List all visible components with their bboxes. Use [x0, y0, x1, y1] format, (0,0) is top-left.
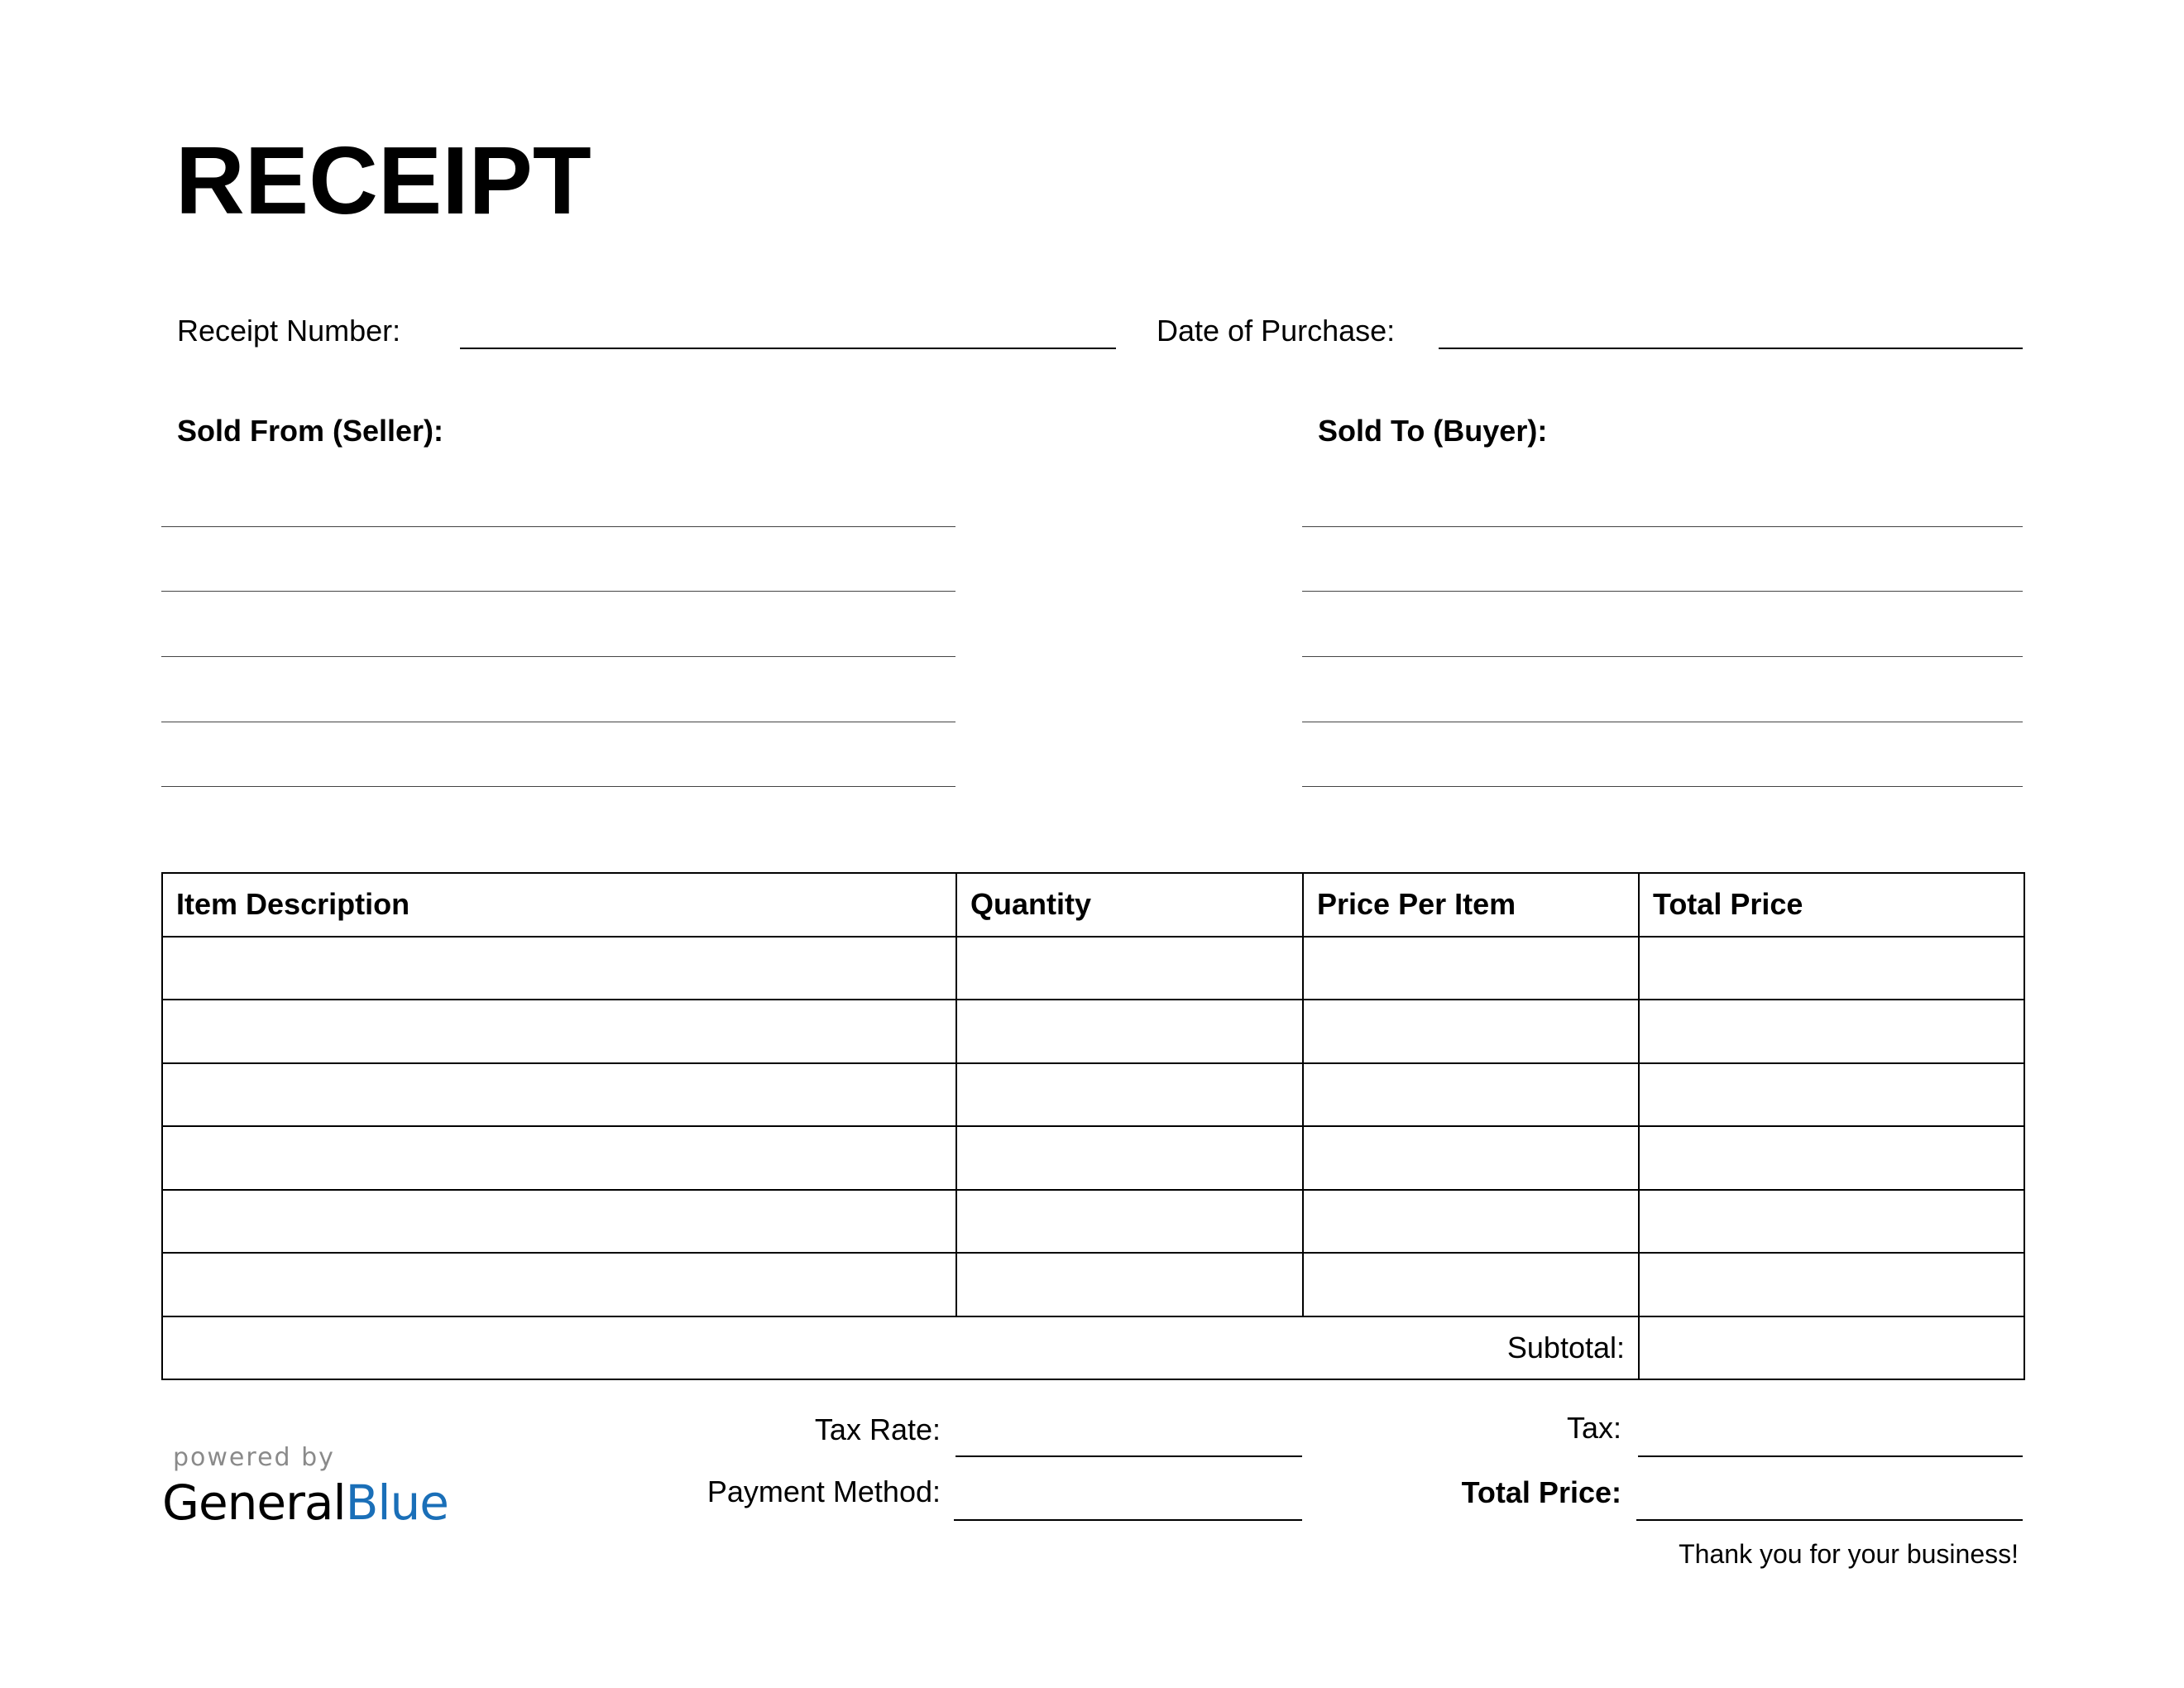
total-price-label: Total Price: — [1461, 1475, 1621, 1509]
generalblue-logo — [162, 1475, 448, 1531]
total-price-cell[interactable] — [1639, 1253, 2024, 1316]
item-description-cell[interactable] — [162, 1063, 956, 1127]
date-of-purchase-label: Date of Purchase: — [1157, 314, 1396, 348]
table-row — [162, 1063, 2024, 1127]
table-row — [162, 1190, 2024, 1254]
item-description-cell[interactable] — [162, 1000, 956, 1063]
buyer-line[interactable] — [1302, 786, 2023, 787]
total-price-cell[interactable] — [1639, 1190, 2024, 1254]
item-description-cell[interactable] — [162, 1126, 956, 1190]
thank-you-note: Thank you for your business! — [1679, 1539, 2019, 1569]
quantity-cell[interactable] — [956, 937, 1303, 1000]
tax-field[interactable] — [1638, 1455, 2023, 1457]
seller-line[interactable] — [161, 656, 956, 657]
logo-general: General — [162, 1475, 346, 1531]
total-price-cell[interactable] — [1639, 937, 2024, 1000]
subtotal-cell[interactable] — [1639, 1316, 2024, 1380]
item-description-cell[interactable] — [162, 1190, 956, 1254]
table-row — [162, 1126, 2024, 1190]
tax-rate-label: Tax Rate: — [814, 1412, 941, 1446]
date-of-purchase-field[interactable] — [1439, 348, 2023, 349]
total-price-cell[interactable] — [1639, 1126, 2024, 1190]
tax-label: Tax: — [1566, 1411, 1621, 1445]
table-row — [162, 937, 2024, 1000]
quantity-cell[interactable] — [956, 1253, 1303, 1316]
header-quantity: Quantity — [956, 873, 1303, 937]
quantity-cell[interactable] — [956, 1000, 1303, 1063]
item-description-cell[interactable] — [162, 1253, 956, 1316]
buyer-label: Sold To (Buyer): — [1318, 414, 1548, 448]
receipt-number-field[interactable] — [460, 348, 1116, 349]
seller-line[interactable] — [161, 526, 956, 527]
items-table — [161, 872, 2025, 1380]
total-price-field[interactable] — [1636, 1519, 2023, 1521]
tax-rate-field[interactable] — [956, 1455, 1302, 1457]
total-price-cell[interactable] — [1639, 1063, 2024, 1127]
payment-method-label: Payment Method: — [706, 1475, 941, 1508]
quantity-cell[interactable] — [956, 1063, 1303, 1127]
price-per-item-cell[interactable] — [1303, 937, 1639, 1000]
total-price-cell[interactable] — [1639, 1000, 2024, 1063]
seller-label: Sold From (Seller): — [177, 414, 444, 448]
header-total-price: Total Price — [1639, 873, 2024, 937]
buyer-line[interactable] — [1302, 526, 2023, 527]
page-title: RECEIPT — [175, 127, 592, 234]
quantity-cell[interactable] — [956, 1190, 1303, 1254]
table-header-row — [162, 873, 2024, 937]
header-price-per-item: Price Per Item — [1303, 873, 1639, 937]
receipt-number-label: Receipt Number: — [177, 314, 401, 348]
price-per-item-cell[interactable] — [1303, 1000, 1639, 1063]
price-per-item-cell[interactable] — [1303, 1253, 1639, 1316]
quantity-cell[interactable] — [956, 1126, 1303, 1190]
table-row — [162, 1000, 2024, 1063]
header-item-description: Item Description — [162, 873, 956, 937]
price-per-item-cell[interactable] — [1303, 1063, 1639, 1127]
price-per-item-cell[interactable] — [1303, 1190, 1639, 1254]
buyer-line[interactable] — [1302, 591, 2023, 592]
table-row — [162, 1253, 2024, 1316]
seller-line[interactable] — [161, 591, 956, 592]
buyer-line[interactable] — [1302, 656, 2023, 657]
subtotal-row — [162, 1316, 2024, 1380]
powered-by-text: powered by — [173, 1443, 335, 1472]
seller-line[interactable] — [161, 786, 956, 787]
item-description-cell[interactable] — [162, 937, 956, 1000]
logo-blue: Blue — [345, 1475, 448, 1531]
price-per-item-cell[interactable] — [1303, 1126, 1639, 1190]
payment-method-field[interactable] — [954, 1519, 1302, 1521]
subtotal-label: Subtotal: — [162, 1316, 1639, 1380]
